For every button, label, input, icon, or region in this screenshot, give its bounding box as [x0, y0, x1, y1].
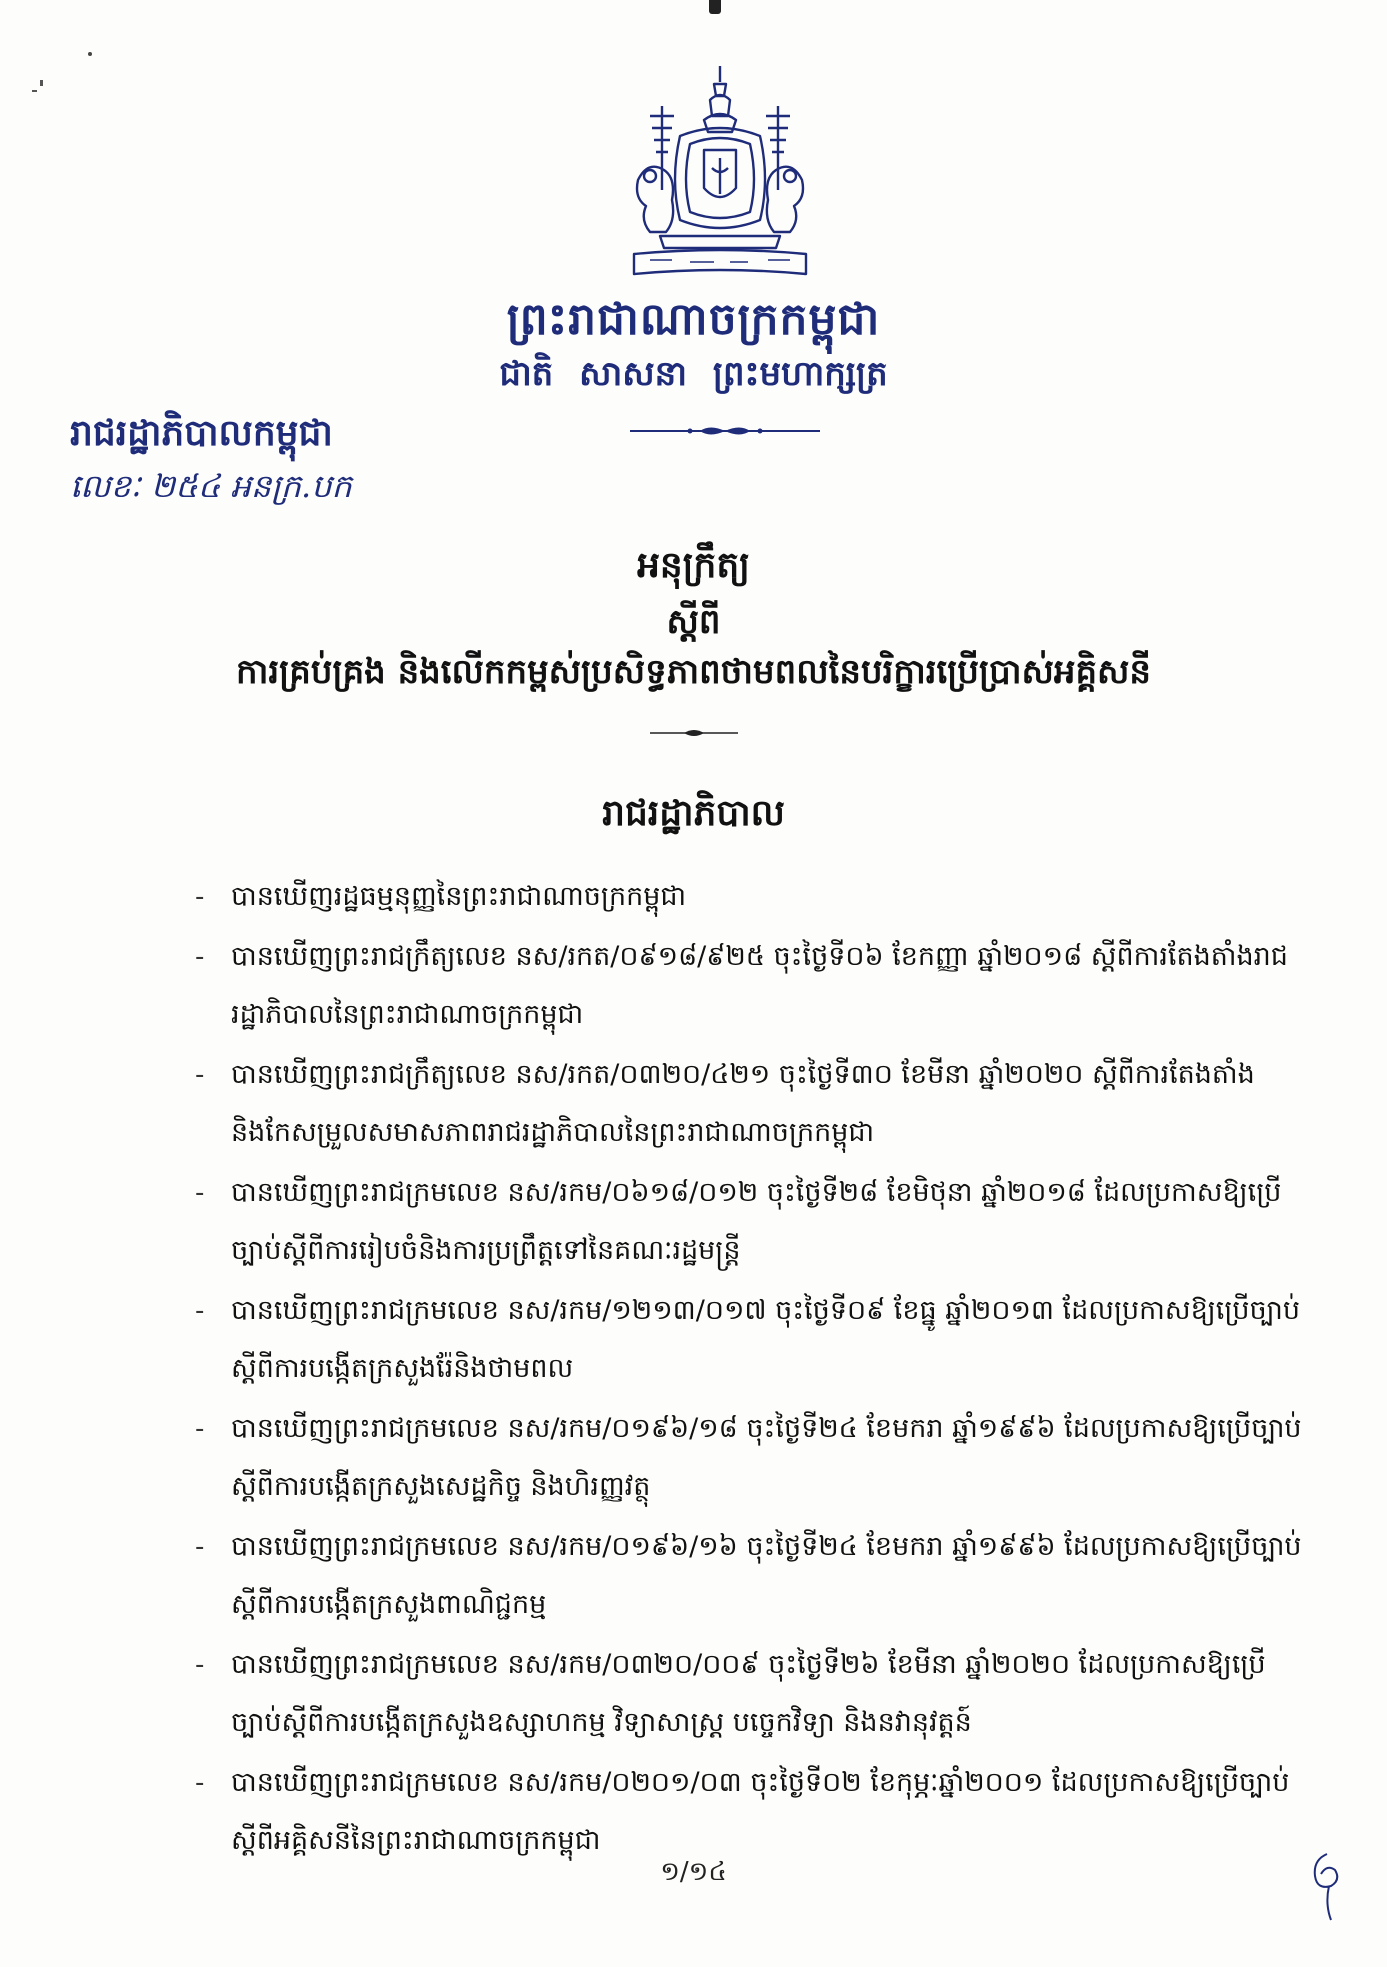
recital-item [195, 868, 1305, 926]
recital-text: បានឃើញព្រះរាជក្រមលេខ នស/រកម/០១៩៦/១៦ ចុះថ្ងៃទី២៤ ខែមករា ឆ្នាំ១៩៩៦ ដែលប្រកាសឱ្យប្រើច្បាប់ស្ដីពីការបង្កើតក្រសួងពាណិជ្ជកម្ម [231, 1531, 1302, 1620]
bullet-dash: - [195, 1296, 205, 1326]
small-divider-icon [650, 728, 738, 738]
bullet-dash: - [195, 882, 205, 912]
document-type: អនុក្រឹត្យ [637, 544, 750, 586]
recital-item [195, 1400, 1305, 1516]
page-number: ១/១៤ [660, 1857, 727, 1887]
bullet-dash: - [195, 1532, 205, 1562]
handwritten-initials-icon [1305, 1850, 1349, 1924]
government-name: រាជរដ្ឋាភិបាលកម្ពុជា [70, 412, 333, 454]
recital-item [195, 928, 1305, 1044]
recital-item [195, 1754, 1305, 1870]
scan-mark [709, 0, 721, 14]
bullet-dash: - [195, 1060, 205, 1090]
bullet-dash: - [195, 1650, 205, 1680]
scan-speck [88, 52, 92, 56]
document-subject: ការគ្រប់គ្រង និងលើកកម្ពស់ប្រសិទ្ធភាពថាមពលនៃបរិក្ខារប្រើប្រាស់អគ្គិសនី [236, 652, 1151, 692]
recital-item [195, 1636, 1305, 1752]
recital-text: បានឃើញព្រះរាជក្រមលេខ នស/រកម/០៣២០/០០៩ ចុះថ្ងៃទី២៦ ខែមីនា ឆ្នាំ២០២០ ដែលប្រកាសឱ្យប្រើច្បាប់ស្ដីពីការបង្កើតក្រសួងឧស្សាហកម្ម វិទ្យាសាស្ត្រ បច្ចេកវិទ្យា និងនវានុវត្តន៍ [231, 1649, 1266, 1738]
recital-list [195, 868, 1305, 1872]
recital-text: បានឃើញព្រះរាជក្រឹត្យលេខ នស/រកត/០៩១៨/៩២៥ ចុះថ្ងៃទី០៦ ខែកញ្ញា ឆ្នាំ២០១៨ ស្ដីពីការតែងតាំងរាជរដ្ឋាភិបាលនៃព្រះរាជាណាចក្រកម្ពុជា [231, 941, 1288, 1030]
bullet-dash: - [195, 1414, 205, 1444]
recital-item [195, 1282, 1305, 1398]
recital-text: បានឃើញព្រះរាជក្រមលេខ នស/រកម/១២១៣/០១៧ ចុះថ្ងៃទី០៩ ខែធ្នូ ឆ្នាំ២០១៣ ដែលប្រកាសឱ្យប្រើច្បាប់ស្ដីពីការបង្កើតក្រសួងរ៉ែនិងថាមពល [231, 1295, 1300, 1384]
bullet-dash: - [195, 1768, 205, 1798]
royal-coat-of-arms-icon [620, 60, 820, 285]
recital-text: បានឃើញព្រះរាជក្រឹត្យលេខ នស/រកត/០៣២០/៤២១ ចុះថ្ងៃទី៣០ ខែមីនា ឆ្នាំ២០២០ ស្ដីពីការតែងតាំងនិងកែសម្រួលសមាសភាពរាជរដ្ឋាភិបាលនៃព្រះរាជាណាចក្រកម្ពុជា [231, 1059, 1255, 1148]
recital-item [195, 1046, 1305, 1162]
bullet-dash: - [195, 942, 205, 972]
recital-text: បានឃើញព្រះរាជក្រមលេខ នស/រកម/០៦១៨/០១២ ចុះថ្ងៃទី២៨ ខែមិថុនា ឆ្នាំ២០១៨ ដែលប្រកាសឱ្យប្រើច្បាប់ស្ដីពីការរៀបចំនិងការប្រព្រឹត្តទៅនៃគណៈរដ្ឋមន្ត្រី [231, 1177, 1282, 1266]
document-about: ស្ដីពី [666, 602, 721, 642]
recital-text: បានឃើញរដ្ឋធម្មនុញ្ញនៃព្រះរាជាណាចក្រកម្ពុជា [231, 881, 687, 912]
scan-speck [32, 90, 37, 92]
bullet-dash: - [195, 1178, 205, 1208]
ornamental-divider-icon [630, 424, 820, 438]
document-number: លេខៈ ២៥៤ អនក្រ.បក [70, 467, 352, 505]
recital-text: បានឃើញព្រះរាជក្រមលេខ នស/រកម/០២០១/០៣ ចុះថ្ងៃទី០២ ខែកុម្ភៈឆ្នាំ២០០១ ដែលប្រកាសឱ្យប្រើច្បាប់ស្ដីពីអគ្គិសនីនៃព្រះរាជាណាចក្រកម្ពុជា [231, 1767, 1290, 1856]
recital-text: បានឃើញព្រះរាជក្រមលេខ នស/រកម/០១៩៦/១៨ ចុះថ្ងៃទី២៤ ខែមករា ឆ្នាំ១៩៩៦ ដែលប្រកាសឱ្យប្រើច្បាប់ស្ដីពីការបង្កើតក្រសួងសេដ្ឋកិច្ច និងហិរញ្ញវត្ថុ [231, 1413, 1302, 1502]
section-heading: រាជរដ្ឋាភិបាល [602, 792, 785, 834]
recital-item [195, 1518, 1305, 1634]
kingdom-title: ព្រះរាជាណាចក្រកម្ពុជា [506, 294, 881, 345]
kingdom-motto: ជាតិ សាសនា ព្រះមហាក្សត្រ [499, 354, 888, 394]
scan-speck [40, 80, 43, 86]
recital-item [195, 1164, 1305, 1280]
